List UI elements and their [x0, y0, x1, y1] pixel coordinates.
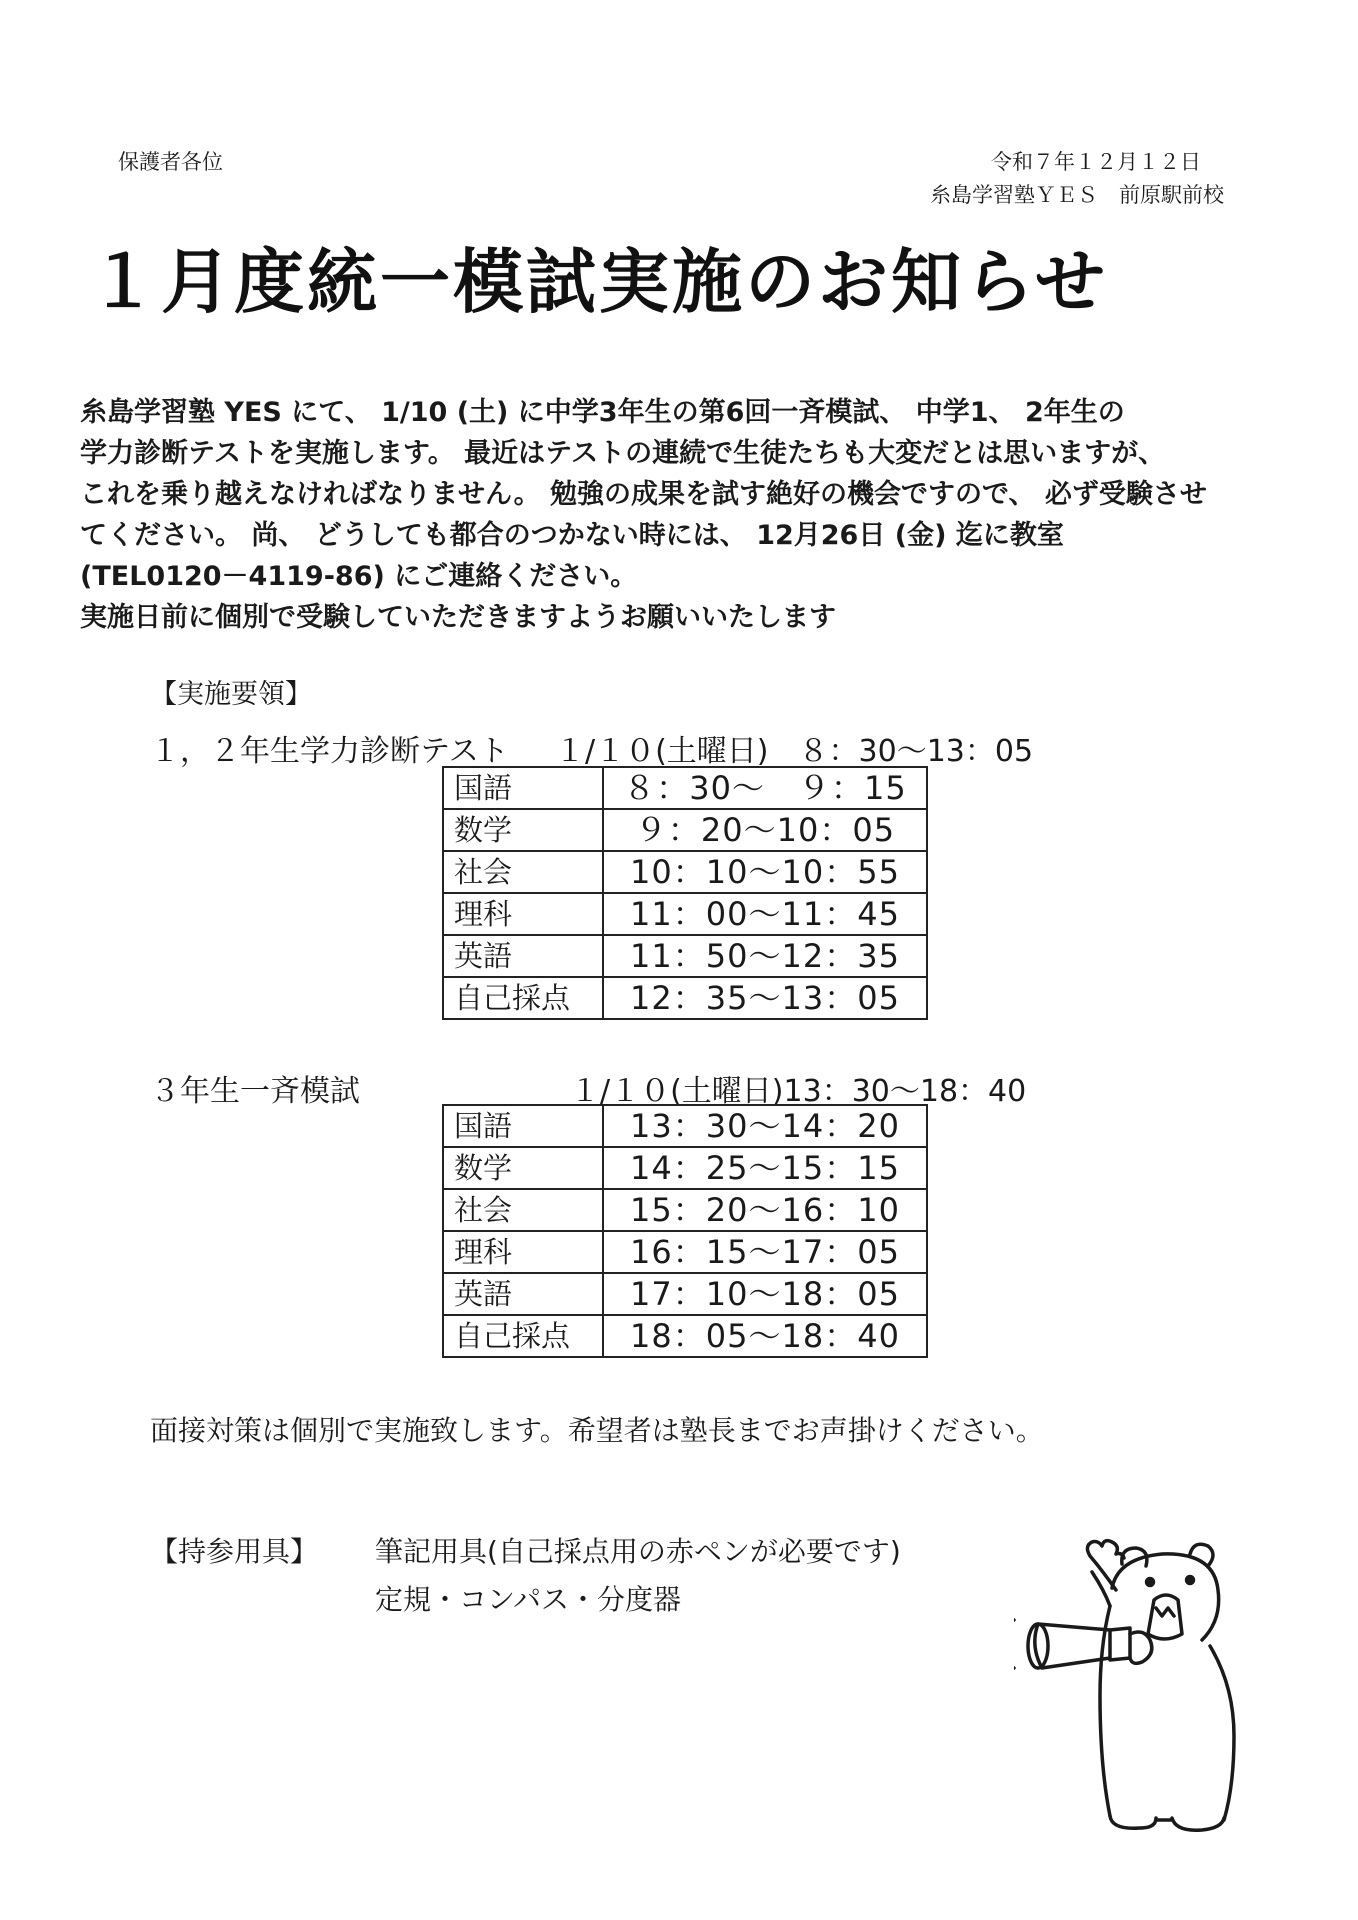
table-row: [443, 1147, 927, 1189]
subject-cell: 理科: [443, 1231, 603, 1273]
subject-cell: 数学: [443, 809, 603, 851]
time-cell: ８：30～ ９：15: [603, 767, 927, 809]
intro-line: これを乗り越えなければなりません。 勉強の成果を試す絶好の機会ですので、 必ず受験させ: [80, 479, 1207, 510]
intro-line: てください。 尚、 どうしても都合のつかない時には、 12月26日 (金) 迄に教室: [80, 520, 1064, 551]
test-header-grade12: [150, 726, 1100, 769]
subject-cell: 社会: [443, 851, 603, 893]
subject-cell: 自己採点: [443, 977, 603, 1019]
subject-cell: 国語: [443, 1105, 603, 1147]
test-header-grade3: [150, 1066, 1100, 1109]
table-row: [443, 935, 927, 977]
table-row: [443, 809, 927, 851]
test-name: １，２年生学力診断テスト: [150, 734, 509, 769]
time-cell: 10：10～10：55: [603, 851, 927, 893]
table-row: [443, 1105, 927, 1147]
time-cell: 12：35～13：05: [603, 977, 927, 1019]
table-row: [443, 1273, 927, 1315]
time-cell: ９：20～10：05: [603, 809, 927, 851]
table-row: [443, 767, 927, 809]
table-row: [443, 851, 927, 893]
table-row: [443, 1315, 927, 1357]
time-cell: 11：50～12：35: [603, 935, 927, 977]
table-row: [443, 893, 927, 935]
test-datetime: １/１０(土曜日)13：30～18：40: [570, 1074, 1027, 1109]
page-title: １月度統一模試実施のお知らせ: [88, 241, 1108, 323]
intro-paragraph: [80, 392, 1300, 638]
subject-cell: 社会: [443, 1189, 603, 1231]
time-cell: 16：15～17：05: [603, 1231, 927, 1273]
bear-megaphone-icon: [1014, 1536, 1244, 1836]
interview-note: 面接対策は個別で実施致します。希望者は塾長までお声掛けください。: [150, 1414, 1044, 1447]
time-cell: 11：00～11：45: [603, 893, 927, 935]
table-row: [443, 1231, 927, 1273]
issue-date: 令和７年１２月１２日: [991, 150, 1201, 174]
time-cell: 17：10～18：05: [603, 1273, 927, 1315]
schedule-table-grade3: [442, 1104, 928, 1358]
section-heading: 【実施要領】: [150, 679, 312, 710]
test-datetime: １/１０(土曜日) ８：30～13：05: [555, 734, 1034, 769]
addressee: 保護者各位: [118, 150, 223, 174]
subject-cell: 自己採点: [443, 1315, 603, 1357]
subject-cell: 理科: [443, 893, 603, 935]
intro-line: (TEL0120－4119-86) にご連絡ください。: [80, 561, 638, 592]
subject-cell: 国語: [443, 767, 603, 809]
subject-cell: 数学: [443, 1147, 603, 1189]
intro-line: 実施日前に個別で受験していただきますようお願いいたします: [80, 602, 836, 633]
items-line: 筆記用具(自己採点用の赤ペンが必要です): [375, 1535, 901, 1568]
time-cell: 18：05～18：40: [603, 1315, 927, 1357]
intro-line: 糸島学習塾 YES にて、 1/10 (土) に中学3年生の第6回一斉模試、 中学1、 2年生の: [80, 397, 1125, 428]
subject-cell: 英語: [443, 935, 603, 977]
items-line: 定規・コンパス・分度器: [375, 1583, 682, 1616]
table-row: [443, 1189, 927, 1231]
intro-line: 学力診断テストを実施します。 最近はテストの連続で生徒たちも大変だとは思いますが、: [80, 438, 1166, 469]
time-cell: 14：25～15：15: [603, 1147, 927, 1189]
items-label: 【持参用具】: [150, 1535, 319, 1568]
subject-cell: 英語: [443, 1273, 603, 1315]
test-name: ３年生一斉模試: [150, 1074, 360, 1109]
sender-school: 糸島学習塾ＹＥＳ 前原駅前校: [930, 183, 1224, 207]
schedule-table-grade12: [442, 766, 928, 1020]
time-cell: 15：20～16：10: [603, 1189, 927, 1231]
table-row: [443, 977, 927, 1019]
time-cell: 13：30～14：20: [603, 1105, 927, 1147]
